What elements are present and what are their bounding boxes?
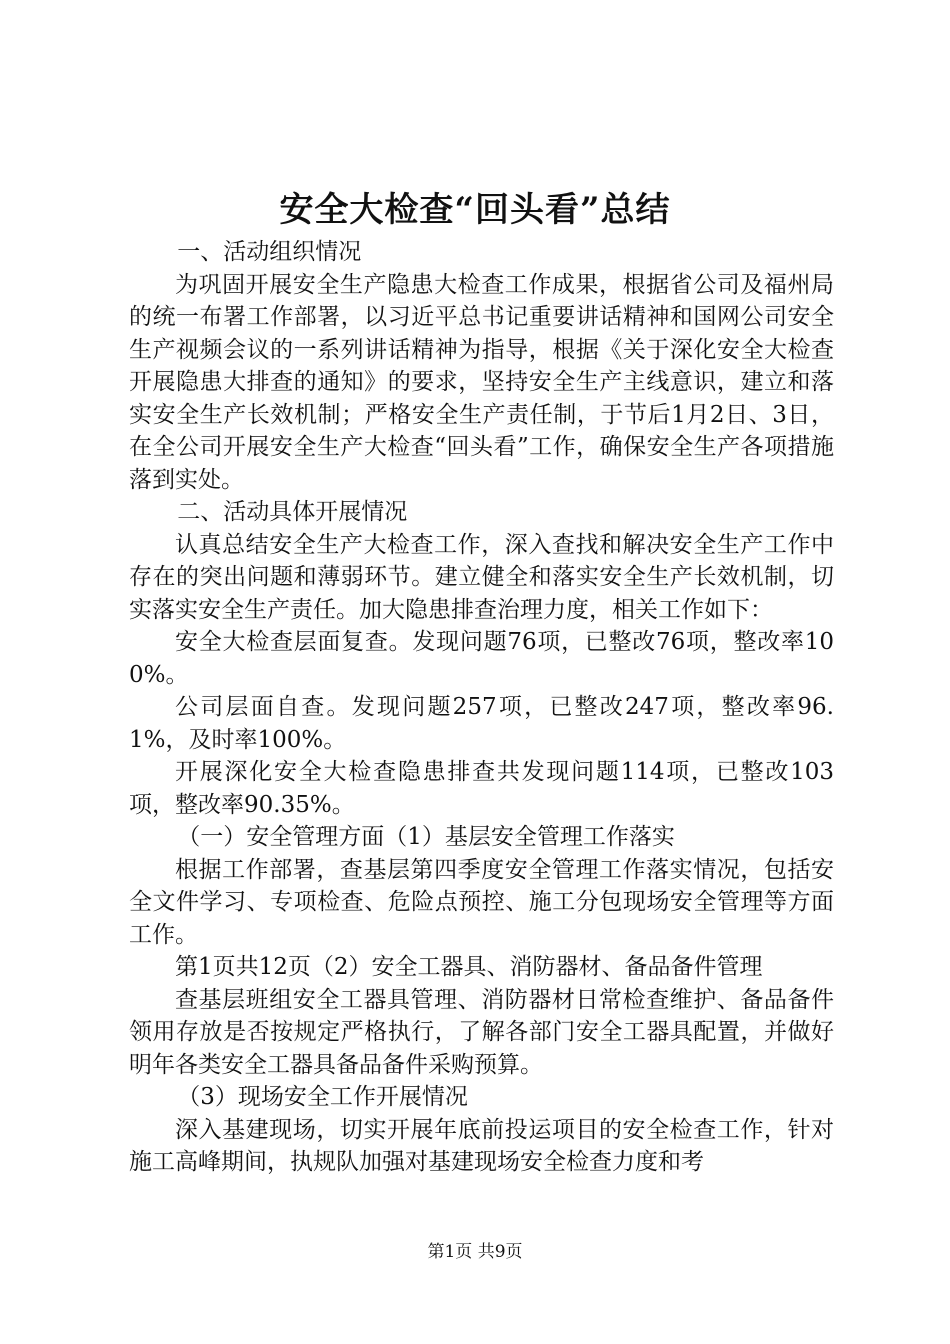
body-paragraph: 根据工作部署，查基层第四季度安全管理工作落实情况，包括安全文件学习、专项检查、危险点预控、施工分包现场安全管理等方面工作。 [129,856,834,948]
body-paragraph: 查基层班组安全工器具管理、消防器材日常检查维护、备品备件领用存放是否按规定严格执行，了解各部门安全工器具配置，并做好明年各类安全工器具备品备件采购预算。 [129,986,834,1078]
section-heading: 二、活动具体开展情况 [177,499,408,525]
section-heading: （一）安全管理方面（1）基层安全管理工作落实 [177,824,675,850]
body-paragraph: 安全大检查层面复查。发现问题76项，已整改76项，整改率100%。 [129,629,834,688]
body-paragraph: 认真总结安全生产大检查工作，深入查找和解决安全生产工作中存在的突出问题和薄弱环节。建立健全和落实安全生产长效机制，切实落实安全生产责任。加大隐患排查治理力度，相关工作如下： [129,531,834,623]
body-paragraph: 开展深化安全大检查隐患排查共发现问题114项，已整改103项，整改率90.35%。 [129,759,834,818]
document-title: 安全大检查“回头看”总结 [279,190,671,230]
document-body [129,236,834,1179]
section-heading: （3）现场安全工作开展情况 [177,1084,468,1110]
body-paragraph: 为巩固开展安全生产隐患大检查工作成果，根据省公司及福州局的统一布署工作部署，以习近平总书记重要讲话精神和国网公司安全生产视频会议的一系列讲话精神为指导，根据《关于深化安全大检查开展隐患大排查的通知》的要求，坚持安全生产主线意识，建立和落实安全生产长效机制；严格安全生产责任制，于节后1月2日、3日，在全公司开展安全生产大检查“回头看”工作，确保安全生产各项措施落到实处。 [129,271,834,493]
section-heading: 一、活动组织情况 [177,239,362,265]
page-footer: 第1页 共9页 [427,1242,523,1262]
body-paragraph: 公司层面自查。发现问题257项，已整改247项，整改率96.1%，及时率100%。 [129,694,834,753]
body-paragraph: 第1页共12页（2）安全工器具、消防器材、备品备件管理 [175,954,763,980]
body-paragraph: 深入基建现场，切实开展年底前投运项目的安全检查工作，针对施工高峰期间，执规队加强对基建现场安全检查力度和考 [129,1116,834,1175]
